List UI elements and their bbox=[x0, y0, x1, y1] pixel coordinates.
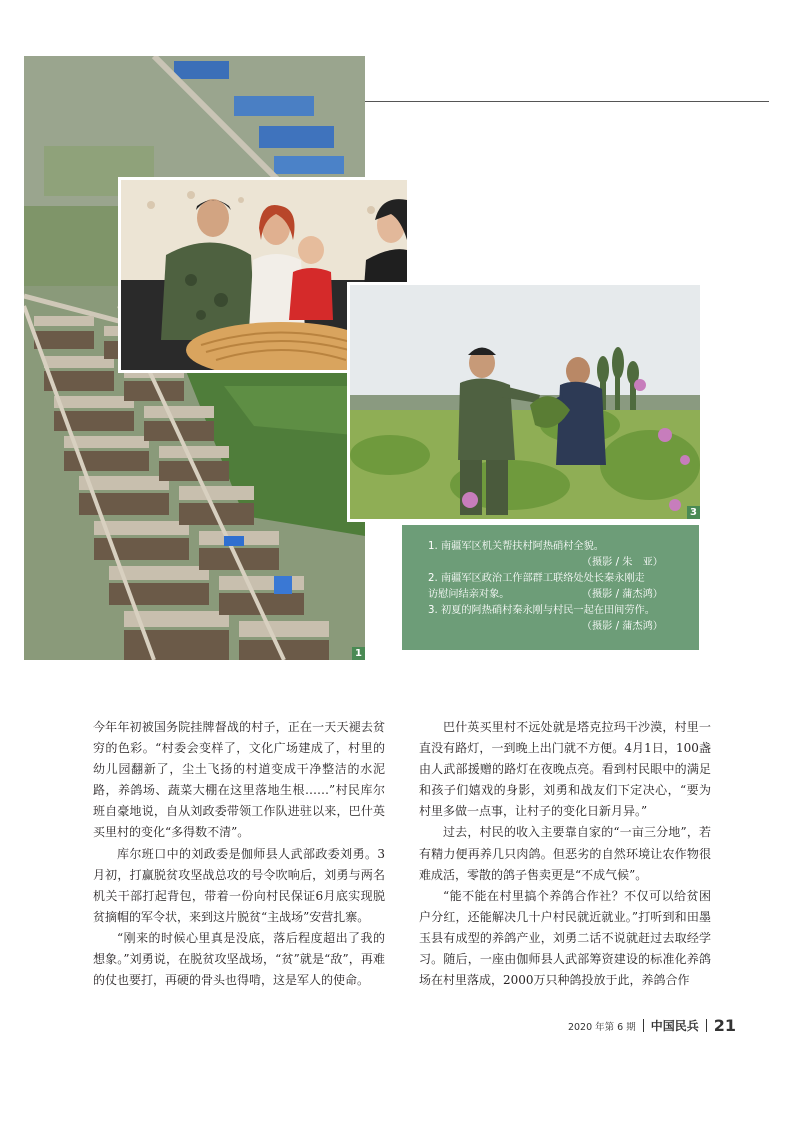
caption-2-cont: 访慰问结亲对象。 bbox=[428, 589, 510, 600]
issue-label: 2020 年第 6 期 bbox=[567, 1021, 636, 1033]
divider bbox=[706, 1019, 707, 1032]
page-number: 21 bbox=[713, 1016, 736, 1035]
photo-field-work bbox=[347, 282, 703, 522]
caption-3-credit: （摄影 / 蒲杰鸿） bbox=[581, 621, 663, 632]
divider bbox=[643, 1019, 644, 1032]
caption-1-credit: （摄影 / 朱 亚） bbox=[581, 557, 663, 568]
page-footer bbox=[568, 1016, 736, 1035]
paragraph: 今年年初被国务院挂牌督战的村子，正在一天天褪去贫穷的色彩。“村委会变样了，文化广场建成了，村里的幼儿园翻新了，尘土飞扬的村道变成干净整洁的水泥路，养鸽场、蔬菜大棚在这里落地生根……”村民库尔班自豪地说，自从刘政委带领工作队进驻以来，巴什英买里村的变化“多得数不清”。 bbox=[93, 720, 385, 840]
paragraph: 巴什英买里村不远处就是塔克拉玛干沙漠，村里一直没有路灯，一到晚上出门就不方便。4月1日，100盏由人武部援赠的路灯在夜晚点亮。看到村民眼中的满足和孩子们嬉戏的身影，刘勇和战友们下定决心，“要为村里多做一点事，让村子的变化日新月异。” bbox=[419, 720, 711, 819]
caption-2: 2. 南疆军区政治工作部群工联络处处长秦永刚走 bbox=[428, 573, 645, 584]
paragraph: 库尔班口中的刘政委是伽师县人武部政委刘勇。3月初，打赢脱贫攻坚战总攻的号令吹响后，刘勇与两名机关干部打起背包，带着一份向村民保证6月底实现脱贫摘帽的军令状，来到这片脱贫“主战场”安营扎寨。 bbox=[93, 846, 385, 924]
paragraph: “能不能在村里搞个养鸽合作社？不仅可以给贫困户分红，还能解决几十户村民就近就业。”打听到和田墨玉县有成型的养鸽产业，刘勇二话不说就赶过去取经学习。随后，一座由伽师县人武部筹资建设的标准化养鸽场在村里落成，2000万只种鸽投放于此，养鸽合作 bbox=[419, 888, 711, 988]
paragraph: “刚来的时候心里真是没底，落后程度超出了我的想象。”刘勇说，在脱贫攻坚战场，“贫”就是“敌”，再难的仗也要打，再硬的骨头也得啃，这是军人的使命。 bbox=[93, 930, 385, 988]
article-column-left bbox=[93, 717, 385, 991]
magazine-name: 中国民兵 bbox=[650, 1019, 699, 1033]
photo-number: 1 bbox=[352, 647, 365, 660]
caption-2-credit: （摄影 / 蒲杰鸿） bbox=[581, 589, 663, 600]
paragraph: 过去，村民的收入主要靠自家的“一亩三分地”，若有精力便再养几只肉鸽。但恶劣的自然环境让农作物很难成活，零散的鸽子售卖更是“不成气候”。 bbox=[419, 825, 711, 882]
caption-1: 1. 南疆军区机关帮扶村阿热硝村全貌。 bbox=[428, 541, 604, 552]
top-rule bbox=[365, 101, 769, 102]
caption-3: 3. 初夏的阿热硝村秦永刚与村民一起在田间劳作。 bbox=[428, 605, 655, 616]
photo-number: 3 bbox=[687, 506, 700, 519]
photo-captions bbox=[402, 525, 699, 650]
article-column-right bbox=[419, 717, 711, 991]
